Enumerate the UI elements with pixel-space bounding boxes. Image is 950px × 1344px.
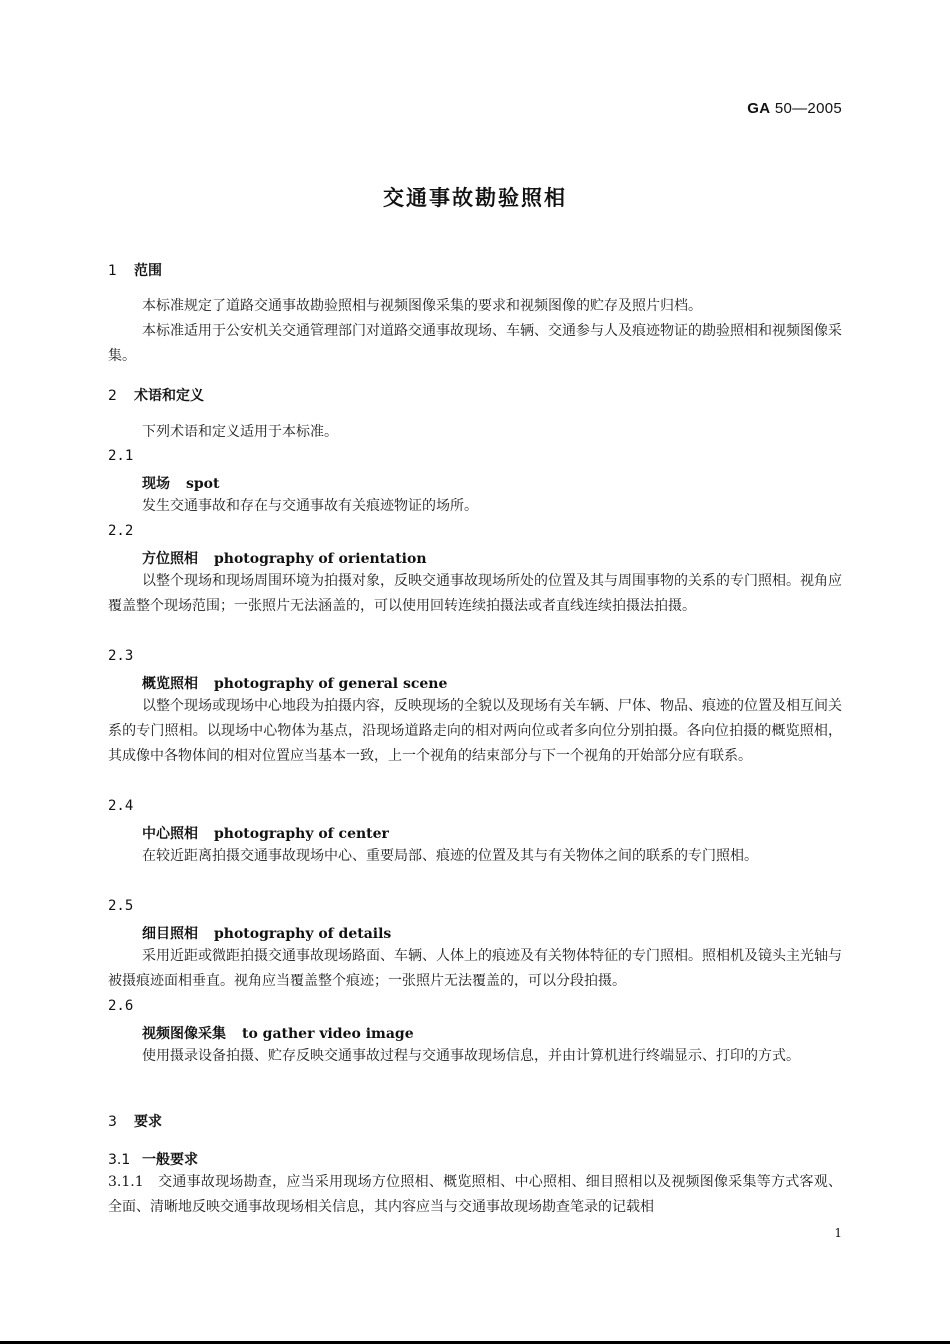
term-heading: 中心照相 photography of center bbox=[142, 826, 389, 842]
term-definition: 在较近距离拍摄交通事故现场中心、重要局部、痕迹的位置及其与有关物体之间的联系的专门照相。 bbox=[142, 848, 758, 864]
clause-number: 2.5 bbox=[108, 898, 134, 914]
clause-number: 2.4 bbox=[108, 798, 134, 814]
clause-number: 2.1 bbox=[108, 448, 134, 464]
subsection-3-1-heading: 3.1 一般要求 bbox=[108, 1152, 198, 1168]
section-1-paragraph-1: 本标准规定了道路交通事故勘验照相与视频图像采集的要求和视频图像的贮存及照片归档。 bbox=[142, 298, 702, 314]
document-title: 交通事故勘验照相 bbox=[383, 186, 567, 210]
term-heading: 细目照相 photography of details bbox=[142, 926, 392, 942]
section-1-paragraph-2: 本标准适用于公安机关交通管理部门对道路交通事故现场、车辆、交通参与人及痕迹物证的勘验照相和视频图像采集。 bbox=[108, 323, 842, 364]
clause-number: 2.6 bbox=[108, 998, 134, 1014]
page-number: 1 bbox=[834, 1226, 842, 1240]
term-heading: 现场 spot bbox=[142, 476, 220, 492]
clause-number: 2.3 bbox=[108, 648, 134, 664]
term-definition: 采用近距或微距拍摄交通事故现场路面、车辆、人体上的痕迹及有关物体特征的专门照相。照相机及镜头主光轴与被摄痕迹面相垂直。视角应当覆盖整个痕迹；一张照片无法覆盖的，可以分段拍摄。 bbox=[108, 948, 842, 989]
clause-3-1-1-paragraph: 3.1.1 交通事故现场勘查，应当采用现场方位照相、概览照相、中心照相、细目照相以及视频图像采集等方式客观、全面、清晰地反映交通事故现场相关信息，其内容应当与交通事故现场勘查笔录的记载相 bbox=[108, 1174, 842, 1215]
clause-number: 2.2 bbox=[108, 523, 134, 539]
section-3-heading: 3 要求 bbox=[108, 1114, 162, 1130]
term-heading: 视频图像采集 to gather video image bbox=[142, 1026, 414, 1042]
term-heading: 方位照相 photography of orientation bbox=[142, 551, 427, 567]
term-definition: 发生交通事故和存在与交通事故有关痕迹物证的场所。 bbox=[142, 498, 478, 514]
term-definition: 以整个现场和现场周围环境为拍摄对象，反映交通事故现场所处的位置及其与周围事物的关系的专门照相。视角应覆盖整个现场范围；一张照片无法涵盖的，可以使用回转连续拍摄法或者直线连续拍摄法拍摄。 bbox=[108, 573, 842, 614]
term-heading: 概览照相 photography of general scene bbox=[142, 676, 448, 692]
section-2-heading: 2 术语和定义 bbox=[108, 388, 204, 404]
term-definition: 使用摄录设备拍摄、贮存反映交通事故过程与交通事故现场信息，并由计算机进行终端显示、打印的方式。 bbox=[142, 1048, 800, 1064]
section-1-heading: 1 范围 bbox=[108, 263, 162, 279]
standard-code: GA 50—2005 bbox=[747, 100, 842, 117]
term-definition: 以整个现场或现场中心地段为拍摄内容，反映现场的全貌以及现场有关车辆、尸体、物品、痕迹的位置及相互间关系的专门照相。以现场中心物体为基点，沿现场道路走向的相对两向位或者多向位分别拍摄。各向位拍摄的概览照相，其成像中各物体间的相对位置应当基本一致，上一个视角的结束部分与下一个视角的开始部分应有联系。 bbox=[108, 698, 842, 764]
section-2-intro: 下列术语和定义适用于本标准。 bbox=[142, 424, 338, 440]
